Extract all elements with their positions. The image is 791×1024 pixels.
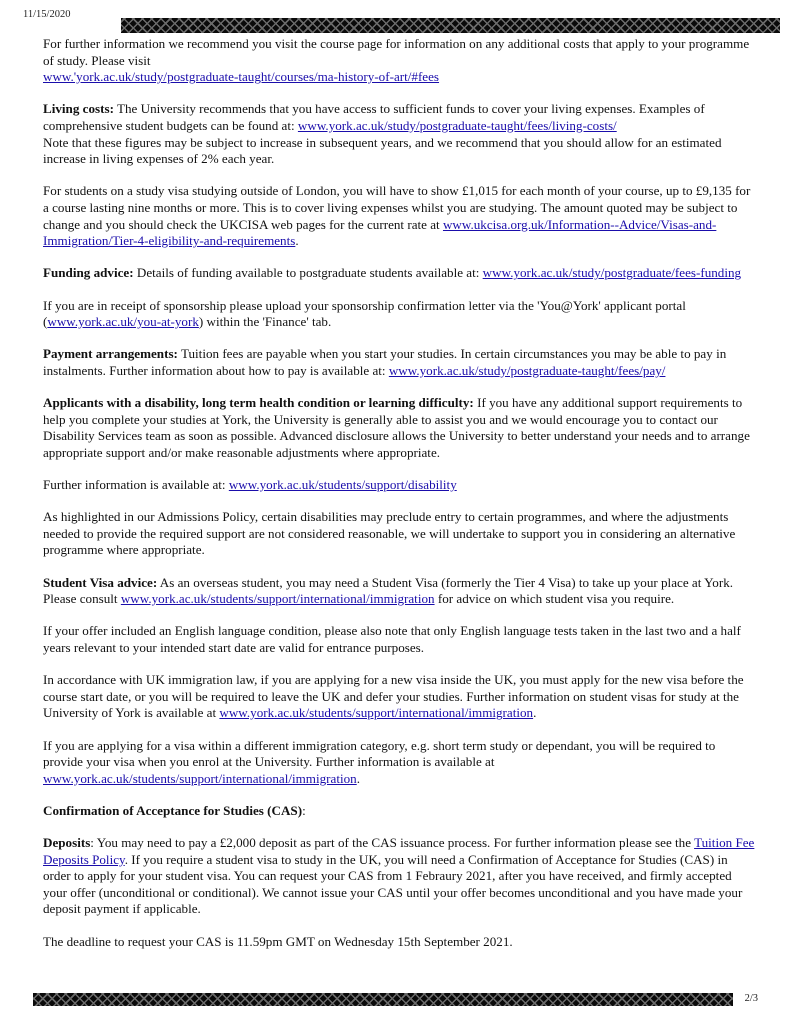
immigration-link[interactable]: www.york.ac.uk/students/support/international/immigration: [120, 591, 435, 607]
funding-text: Details of funding available to postgraduate students available at:: [136, 265, 480, 281]
funding-heading: Funding advice:: [43, 265, 134, 281]
sponsorship-text-end: ) within the 'Finance' tab.: [198, 314, 332, 330]
deadline-paragraph: [43, 934, 755, 951]
page-number: 2/3: [744, 993, 758, 1004]
visa-funds-paragraph: [43, 183, 755, 249]
disability-text: If you have any additional support requirements to help you complete your studies at York, the University is generally able to assist you and we would encourage you to contact our Disability Services team as soon as possible. Advanced disclosure allows the University to better understand your needs and to arrange appropriate support and/or make reasonable adjustments where appropriate.: [43, 395, 750, 460]
english-text: If your offer included an English language condition, please also note that only English language tests taken in the last two and a half years relevant to your intended start date are valid for entrance purposes.: [43, 623, 741, 655]
visa-funds-text: For students on a study visa studying outside of London, you will have to show £1,015 for each month of your course, up to £9,135 for a course lasting nine months or more. This is to cover living expenses whilst you are studying. The amount quoted may be subject to change and you should check the UKCISA web pages for the current rate at: [43, 183, 751, 232]
english-paragraph: [43, 623, 755, 656]
payment-paragraph: [43, 346, 755, 379]
admissions-policy-text: As highlighted in our Admissions Policy, certain disabilities may preclude entry to certain programmes, and where the adjustments needed to provide the required support are not considered reasonable, we will undertake to support you in considering an alternative programme where appropriate.: [43, 509, 736, 558]
disability-info-paragraph: [43, 477, 755, 494]
living-costs-heading: Living costs:: [43, 101, 114, 117]
deposits-heading: Deposits: [43, 835, 91, 851]
course-fees-text: For further information we recommend you visit the course page for information on any additional costs that apply to your programme of study. Please visit: [43, 36, 750, 68]
course-fees-paragraph: [43, 36, 755, 86]
deposits-text-start: : You may need to pay a £2,000 deposit as part of the CAS issuance process. For further information please see the: [90, 835, 692, 851]
living-costs-text: The University recommends that you have access to sufficient funds to cover your living expenses. Examples of comprehensive student budgets can be found at:: [43, 101, 705, 133]
admissions-policy-paragraph: [43, 509, 755, 559]
cas-heading: Confirmation of Acceptance for Studies (CAS): [43, 802, 303, 818]
student-visa-text-start: As an overseas student, you may need a Student Visa (formerly the Tier 4 Visa) to take up your place at York. Please consult: [43, 574, 734, 607]
uk-law-immigration-link[interactable]: www.york.ac.uk/students/support/international/immigration: [219, 705, 534, 721]
other-category-paragraph: [43, 738, 755, 788]
uk-law-text: In accordance with UK immigration law, if you are applying for a new visa inside the UK, you must apply for the new visa before the course start date, or you will be required to leave the UK and defer your studies. Further information on student visas for study at the University of York is available at: [43, 672, 744, 721]
deposits-policy-link[interactable]: Tuition Fee Deposits Policy: [43, 835, 755, 867]
ukcisa-link[interactable]: www.ukcisa.org.uk/Information--Advice/Visas-and-Immigration/Tier-4-eligibility-and-requirements: [43, 216, 717, 249]
funding-link[interactable]: www.york.ac.uk/study/postgraduate/fees-funding: [482, 265, 742, 281]
student-visa-text-end: for advice on which student visa you require.: [437, 591, 675, 607]
funding-paragraph: [43, 265, 755, 282]
disability-heading: Applicants with a disability, long term health condition or learning difficulty:: [43, 395, 474, 411]
payment-text: Tuition fees are payable when you start your studies. In certain circumstances you may be able to pay in instalments. Further information about how to pay is available at:: [43, 346, 727, 378]
disability-info-text: Further information is available at:: [43, 477, 226, 493]
sponsorship-text-start: If you are in receipt of sponsorship please upload your sponsorship confirmation letter via the 'You@York' applicant portal (: [43, 297, 686, 330]
sponsorship-paragraph: [43, 298, 755, 331]
deadline-text: The deadline to request your CAS is 11.59pm GMT on Wednesday 15th September 2021.: [43, 933, 513, 949]
other-category-immigration-link[interactable]: www.york.ac.uk/students/support/international/immigration: [43, 770, 357, 786]
other-category-end: .: [356, 770, 360, 786]
deposits-text-end: . If you require a student visa to study in the UK, you will need a Confirmation of Acceptance for Studies (CAS) in order to apply for your student visa. You can request your CAS from 1 Febraury 2021, after you have received, and firmly accepted your offer (unconditional or conditional). We cannot issue your CAS until your offer becomes unconditional and you have made your deposit payment if applicable.: [43, 851, 743, 917]
student-visa-heading: Student Visa advice:: [43, 574, 158, 590]
document-body: [43, 36, 755, 966]
student-visa-paragraph: [43, 575, 755, 608]
course-fees-link[interactable]: www.'york.ac.uk/study/postgraduate-taught/courses/ma-history-of-art/#fees: [43, 69, 440, 85]
disability-link[interactable]: www.york.ac.uk/students/support/disability: [228, 477, 457, 493]
deposits-paragraph: [43, 835, 755, 918]
cas-heading-paragraph: [43, 803, 755, 820]
other-category-text: If you are applying for a visa within a different immigration category, e.g. short term study or dependant, you will be required to provide your visa when you enrol at the University. Further information is available at: [43, 737, 716, 770]
payment-link[interactable]: www.york.ac.uk/study/postgraduate-taught/fees/pay/: [388, 362, 666, 378]
disability-paragraph: [43, 395, 755, 461]
redaction-bar-bottom: [33, 993, 733, 1006]
uk-law-paragraph: [43, 672, 755, 722]
visa-funds-end: .: [295, 233, 299, 249]
living-costs-link[interactable]: www.york.ac.uk/study/postgraduate-taught/fees/living-costs/: [297, 117, 617, 133]
print-date: 11/15/2020: [23, 9, 71, 20]
redaction-bar-top: [121, 18, 780, 33]
you-at-york-link[interactable]: www.york.ac.uk/you-at-york: [47, 314, 199, 330]
living-costs-note: Note that these figures may be subject to increase in subsequent years, and we recommend that you should allow for an estimated increase in living expenses of 2% each year.: [43, 134, 722, 167]
cas-colon: :: [302, 802, 306, 818]
living-costs-paragraph: [43, 101, 755, 167]
payment-heading: Payment arrangements:: [43, 346, 178, 362]
uk-law-end: .: [533, 705, 537, 721]
